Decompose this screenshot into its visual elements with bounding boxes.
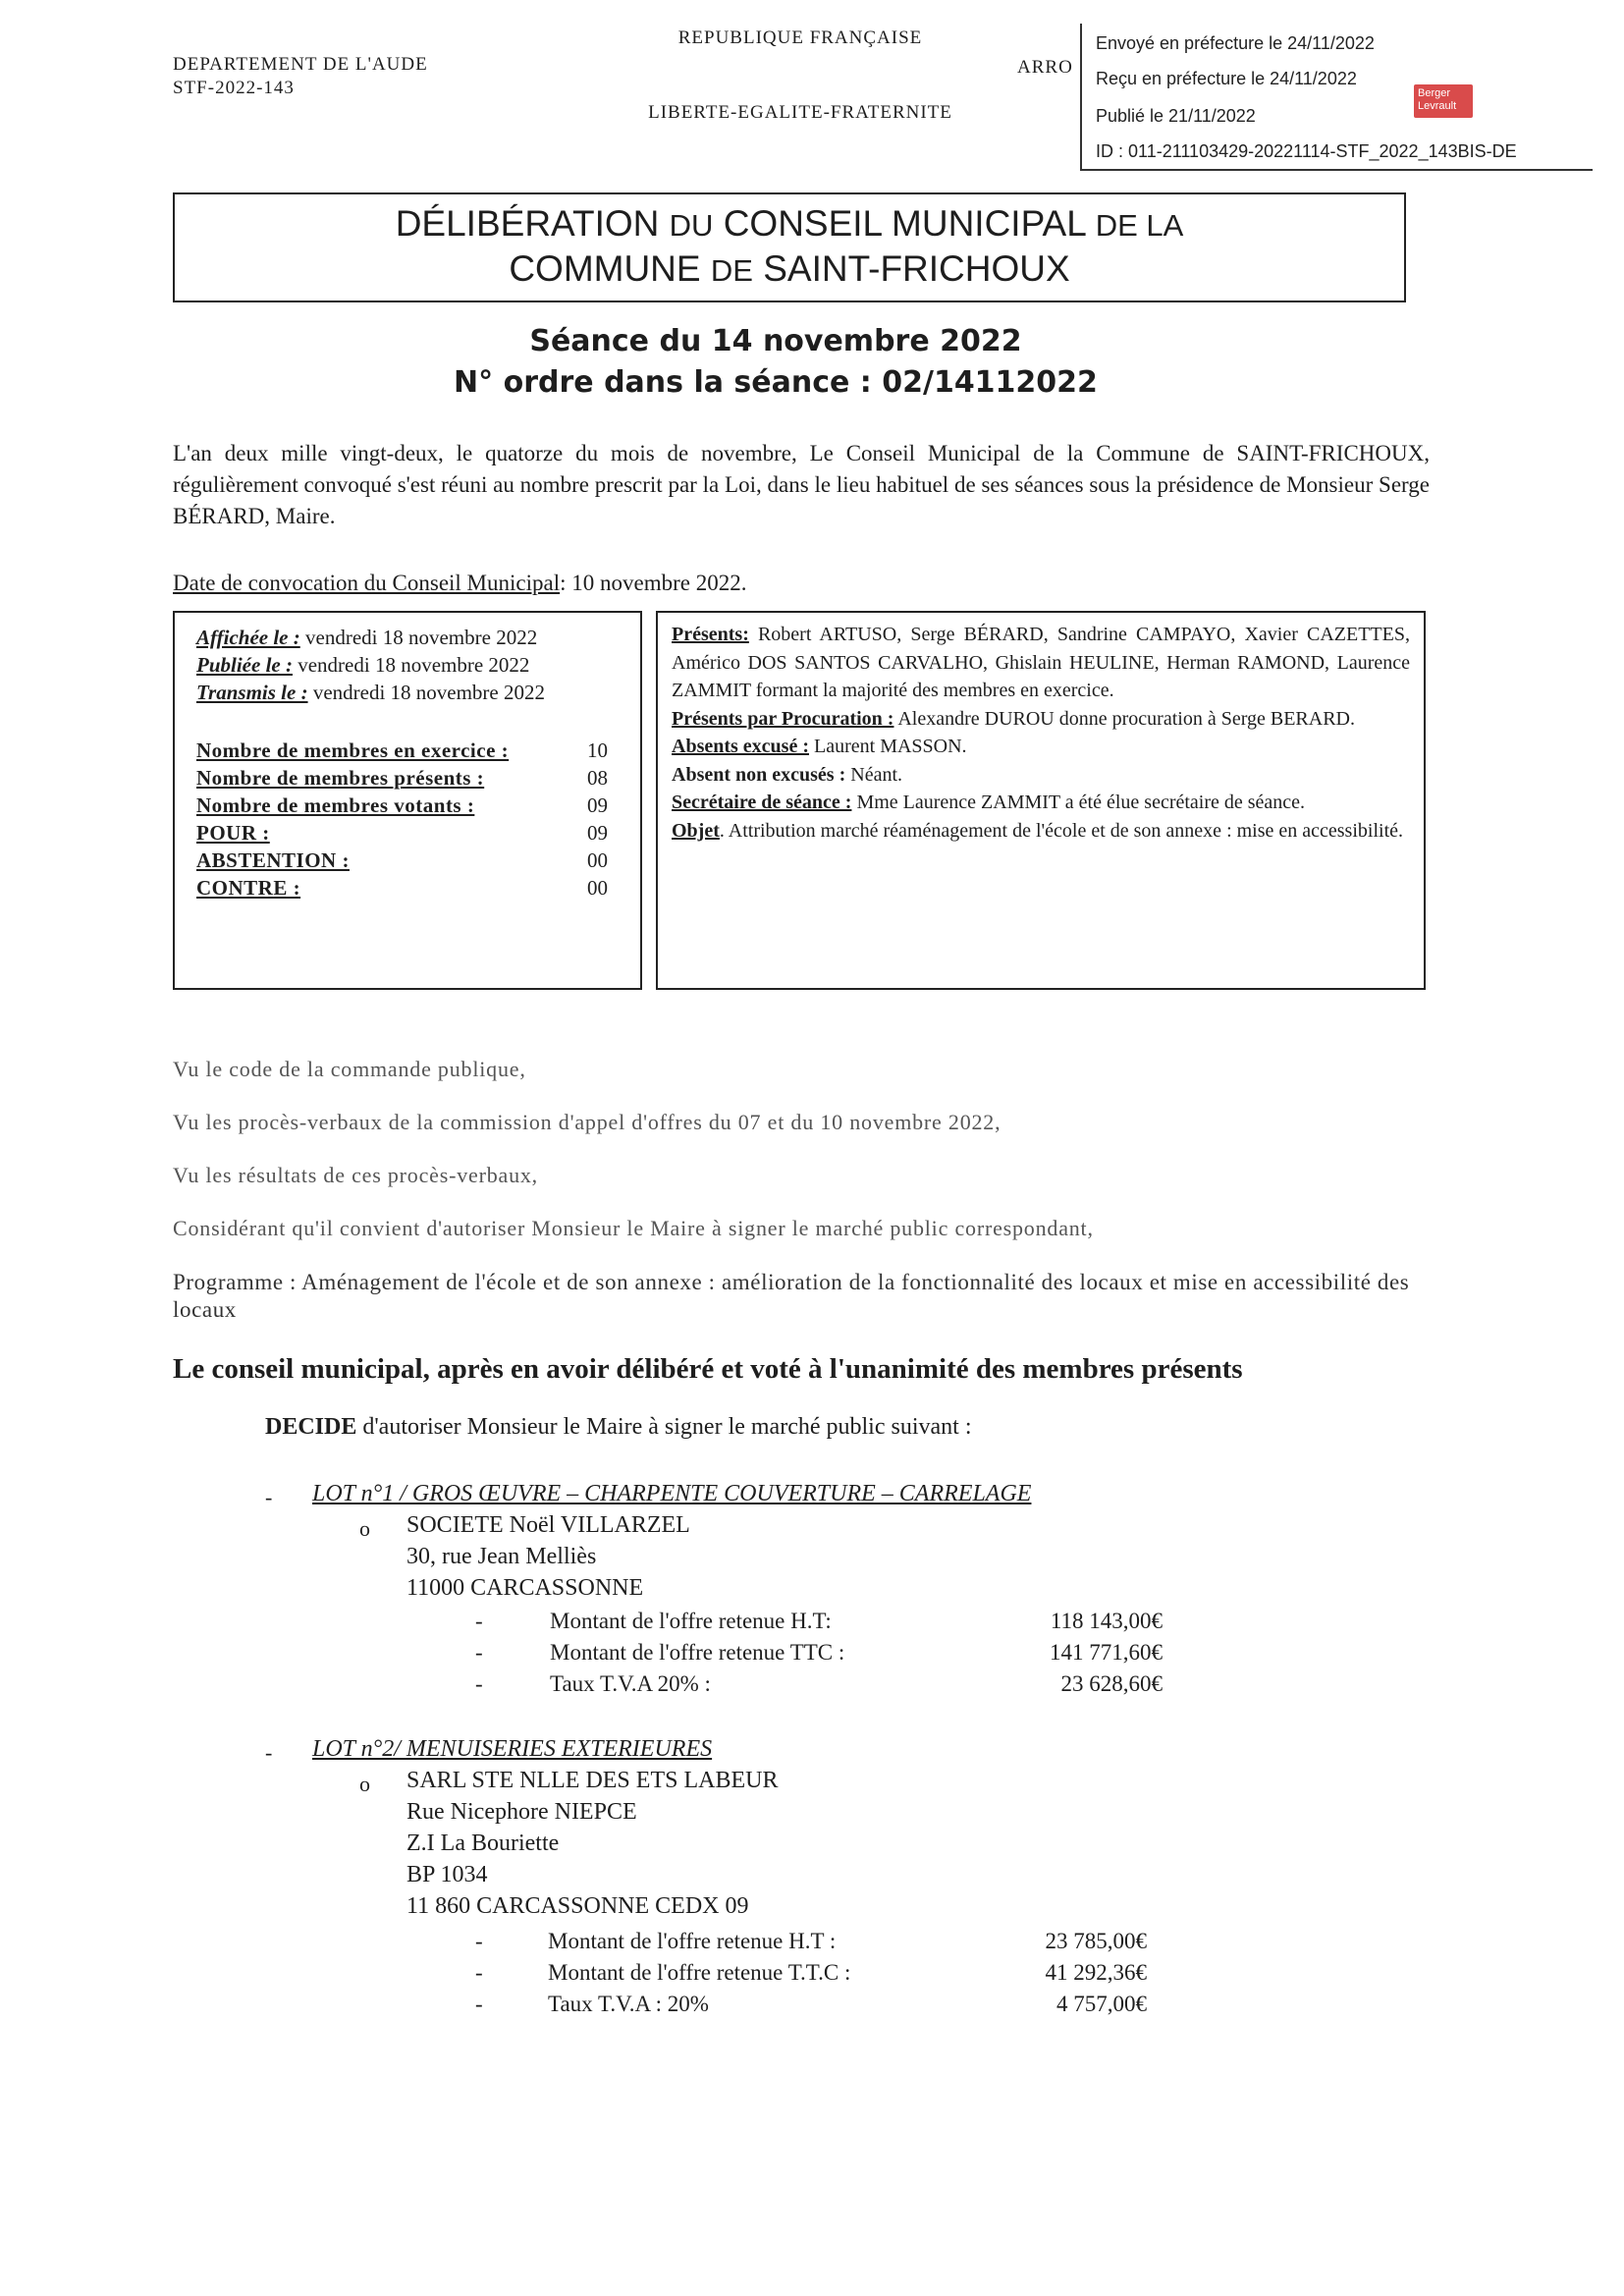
count-label: POUR : bbox=[196, 821, 270, 845]
presents-entry bbox=[672, 621, 1410, 705]
company-bullet: o bbox=[359, 1772, 370, 1796]
company-address-line: 11 860 CARCASSONNE CEDX 09 bbox=[406, 1893, 749, 1919]
title-line-2 bbox=[175, 247, 1404, 293]
title-word: DU bbox=[669, 208, 714, 243]
amount-value: 4 757,00€ bbox=[1056, 1992, 1147, 2016]
arrondissement-fragment: ARRO bbox=[1017, 57, 1073, 78]
amount-value: 118 143,00€ bbox=[1050, 1609, 1163, 1633]
count-label: ABSTENTION : bbox=[196, 848, 350, 872]
amount-dash: - bbox=[475, 1960, 483, 1985]
count-value: 00 bbox=[587, 876, 608, 900]
stamp-id: ID : 011-211103429-20221114-STF_2022_143BIS-DE bbox=[1096, 141, 1517, 161]
decide-text: d'autoriser Monsieur le Maire à signer le marché public suivant : bbox=[356, 1414, 972, 1440]
decide-keyword: DECIDE bbox=[265, 1414, 357, 1440]
decide-line bbox=[265, 1414, 972, 1441]
prefecture-stamp bbox=[1080, 24, 1593, 171]
affichee-value: vendredi 18 novembre 2022 bbox=[299, 626, 538, 649]
berger-levrault-logo bbox=[1414, 84, 1473, 118]
count-label: Nombre de membres présents : bbox=[196, 766, 485, 790]
header-department-block bbox=[173, 53, 428, 100]
attendance-box bbox=[656, 611, 1426, 990]
transmis-value: vendredi 18 novembre 2022 bbox=[307, 681, 546, 704]
count-value: 08 bbox=[587, 766, 608, 790]
title-word: SAINT-FRICHOUX bbox=[763, 248, 1070, 289]
vu-line: Vu les résultats de ces procès-verbaux, bbox=[173, 1163, 538, 1187]
company-address-line: 30, rue Jean Melliès bbox=[406, 1544, 597, 1569]
convocation-value: : 10 novembre 2022. bbox=[560, 571, 747, 595]
count-value: 09 bbox=[587, 821, 608, 845]
republic-motto: LIBERTE-EGALITE-FRATERNITE bbox=[648, 102, 952, 123]
stamp-sent: Envoyé en préfecture le 24/11/2022 bbox=[1096, 33, 1375, 53]
title-line-1 bbox=[175, 202, 1404, 247]
publication-box bbox=[173, 611, 642, 990]
lot-title: LOT n°2/ MENUISERIES EXTERIEURES bbox=[312, 1736, 713, 1762]
lot-dash: - bbox=[265, 1485, 273, 1509]
secretaire-label: Secrétaire de séance : bbox=[672, 792, 852, 813]
procuration-label: Présents par Procuration : bbox=[672, 707, 894, 730]
count-value: 00 bbox=[587, 848, 608, 872]
title-word: DE LA bbox=[1095, 208, 1184, 243]
company-name: SARL STE NLLE DES ETS LABEUR bbox=[406, 1768, 779, 1793]
convocation-line bbox=[173, 568, 1430, 599]
absents-excuse-label: Absents excusé : bbox=[672, 736, 809, 757]
publiee-line bbox=[196, 652, 529, 678]
count-value: 10 bbox=[587, 738, 608, 762]
vu-line: Vu le code de la commande publique, bbox=[173, 1057, 526, 1081]
title-word: COMMUNE bbox=[509, 248, 701, 289]
amount-value: 23 785,00€ bbox=[1045, 1929, 1147, 1953]
amount-label: Montant de l'offre retenue TTC : bbox=[550, 1640, 845, 1665]
company-bullet: o bbox=[359, 1516, 370, 1541]
affichee-label: Affichée le : bbox=[196, 626, 300, 649]
vu-line: Considérant qu'il convient d'autoriser Monsieur le Maire à signer le marché public correspondant, bbox=[173, 1216, 1094, 1240]
decision-heading: Le conseil municipal, après en avoir délibéré et voté à l'unanimité des membres présents bbox=[173, 1353, 1243, 1385]
lot-dash: - bbox=[265, 1740, 273, 1765]
absents-excuse-entry bbox=[672, 733, 1410, 761]
transmis-label: Transmis le : bbox=[196, 681, 308, 704]
amount-label: Montant de l'offre retenue H.T : bbox=[548, 1929, 837, 1953]
company-address-line: Z.I La Bouriette bbox=[406, 1831, 560, 1856]
vu-line: Vu les procès-verbaux de la commission d'appel d'offres du 07 et du 10 novembre 2022, bbox=[173, 1110, 1001, 1134]
amount-dash: - bbox=[475, 1609, 483, 1633]
secretaire-text: Mme Laurence ZAMMIT a été élue secrétaire de séance. bbox=[851, 792, 1306, 813]
attendance-text bbox=[672, 621, 1410, 845]
secretaire-entry bbox=[672, 789, 1410, 817]
publiee-value: vendredi 18 novembre 2022 bbox=[292, 653, 530, 677]
amount-dash: - bbox=[475, 1929, 483, 1953]
seance-date: Séance du 14 novembre 2022 bbox=[529, 324, 1022, 358]
stamp-received: Reçu en préfecture le 24/11/2022 bbox=[1096, 69, 1357, 88]
amount-value: 23 628,60€ bbox=[1060, 1671, 1163, 1696]
publiee-label: Publiée le : bbox=[196, 653, 293, 677]
amount-value: 41 292,36€ bbox=[1045, 1960, 1147, 1985]
logo-text: Berger Levrault bbox=[1418, 87, 1457, 112]
amount-value: 141 771,60€ bbox=[1050, 1640, 1163, 1665]
republic-title: REPUBLIQUE FRANÇAISE bbox=[677, 27, 923, 48]
company-address-line: Rue Nicephore NIEPCE bbox=[406, 1799, 637, 1825]
procuration-text: Alexandre DUROU donne procuration à Serge BERARD. bbox=[893, 707, 1355, 730]
objet-entry bbox=[672, 817, 1410, 846]
amount-label: Montant de l'offre retenue H.T: bbox=[550, 1609, 832, 1633]
absent-non-text: Néant. bbox=[845, 763, 903, 786]
presents-label: Présents: bbox=[672, 624, 749, 645]
amount-label: Taux T.V.A 20% : bbox=[550, 1671, 711, 1696]
company-address-line: BP 1034 bbox=[406, 1862, 488, 1887]
seance-order-number: N° ordre dans la séance : 02/14112022 bbox=[454, 365, 1098, 400]
company-address-line: 11000 CARCASSONNE bbox=[406, 1575, 644, 1601]
count-label: Nombre de membres en exercice : bbox=[196, 738, 510, 762]
absent-non-entry bbox=[672, 761, 1410, 790]
objet-label: Objet bbox=[672, 819, 720, 842]
amount-dash: - bbox=[475, 1992, 483, 2016]
amount-label: Montant de l'offre retenue T.T.C : bbox=[548, 1960, 851, 1985]
amount-label: Taux T.V.A : 20% bbox=[548, 1992, 709, 2016]
procuration-entry bbox=[672, 705, 1410, 734]
department-name: DEPARTEMENT DE L'AUDE bbox=[173, 54, 428, 75]
presents-text: Robert ARTUSO, Serge BÉRARD, Sandrine CAMPAYO, Xavier CAZETTES, Américo DOS SANTOS CARVALHO, Ghislain HEULINE, Herman RAMOND, Laurence ZAMMIT formant la majorité des membres en exercice. bbox=[672, 624, 1410, 701]
deliberation-title-box bbox=[173, 192, 1406, 302]
objet-text: . Attribution marché réaménagement de l'école et de son annexe : mise en accessibilité. bbox=[719, 819, 1404, 842]
reference-number: STF-2022-143 bbox=[173, 78, 295, 98]
programme-paragraph: Programme : Aménagement de l'école et de son annexe : amélioration de la fonctionnalité des locaux et mise en accessibilité des locaux bbox=[173, 1270, 1410, 1322]
count-label: Nombre de membres votants : bbox=[196, 793, 475, 817]
count-value: 09 bbox=[587, 793, 608, 817]
absent-non-label: Absent non excusés : bbox=[672, 763, 846, 786]
lot-title: LOT n°1 / GROS ŒUVRE – CHARPENTE COUVERTURE – CARRELAGE bbox=[312, 1481, 1032, 1506]
stamp-published: Publié le 21/11/2022 bbox=[1096, 106, 1256, 126]
company-name: SOCIETE Noël VILLARZEL bbox=[406, 1512, 690, 1538]
affichee-line bbox=[196, 625, 537, 650]
title-word: CONSEIL MUNICIPAL bbox=[723, 203, 1086, 244]
absents-excuse-text: Laurent MASSON. bbox=[809, 736, 967, 757]
title-word: DE bbox=[710, 253, 753, 288]
convocation-label: Date de convocation du Conseil Municipal bbox=[173, 571, 561, 595]
amount-dash: - bbox=[475, 1671, 483, 1696]
transmis-line bbox=[196, 680, 545, 705]
title-word: DÉLIBÉRATION bbox=[395, 203, 660, 244]
count-label: CONTRE : bbox=[196, 876, 301, 900]
amount-dash: - bbox=[475, 1640, 483, 1665]
intro-paragraph: L'an deux mille vingt-deux, le quatorze du mois de novembre, Le Conseil Municipal de la Commune de SAINT-FRICHOUX, régulièrement convoqué s'est réuni au nombre prescrit par la Loi, dans le lieu habituel de ses séances sous la présidence de Monsieur Serge BÉRARD, Maire. bbox=[173, 441, 1430, 528]
